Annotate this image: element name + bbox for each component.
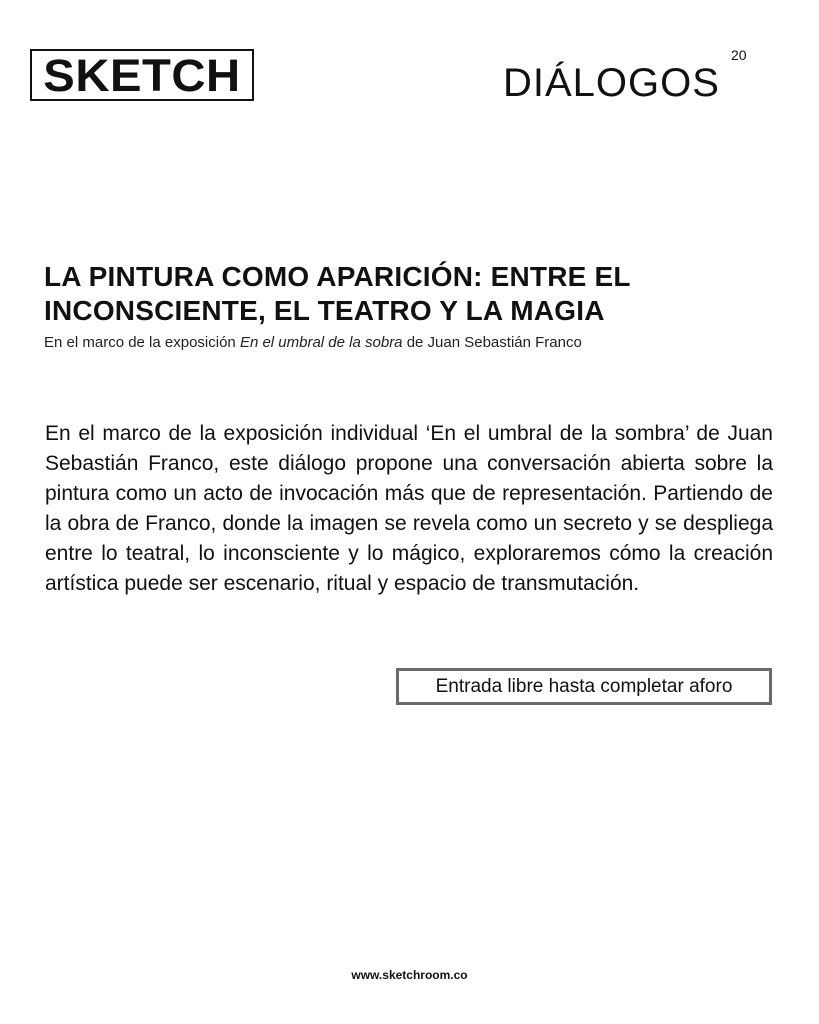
exhibition-name: En el umbral de la sobra [239, 334, 403, 351]
article-title: LA PINTURA COMO APARICIÓN: ENTRE EL INCONSCIENTE, EL TEATRO Y LA MAGIA [44, 261, 631, 326]
entry-info-box [396, 668, 772, 705]
subtitle-suffix: de Juan Sebastián Franco [402, 334, 582, 351]
entry-info-label: Entrada libre hasta completar aforo [435, 675, 733, 697]
logo-text: SKETCH [43, 49, 241, 101]
section-title: DIÁLOGOS [503, 61, 720, 105]
article-body: En el marco de la exposición individual ‘En el umbral de la sombra’ de Juan Sebastián Franco, este diálogo propone una conversación abierta sobre la pintura como un acto de invocación más que de representación. Partiendo de la obra de Franco, donde la imagen se revela como un secreto y se despliega entre lo teatral, lo inconsciente y lo mágico, exploraremos cómo la creación artística puede ser escenario, ritual y espacio de transmutación. [45, 422, 773, 595]
subtitle-prefix: En el marco de la exposición [44, 334, 240, 351]
page-number: 20 [731, 47, 747, 63]
footer-url[interactable]: www.sketchroom.co [351, 968, 468, 982]
sketch-logo [30, 49, 254, 101]
article-subtitle [44, 334, 774, 352]
